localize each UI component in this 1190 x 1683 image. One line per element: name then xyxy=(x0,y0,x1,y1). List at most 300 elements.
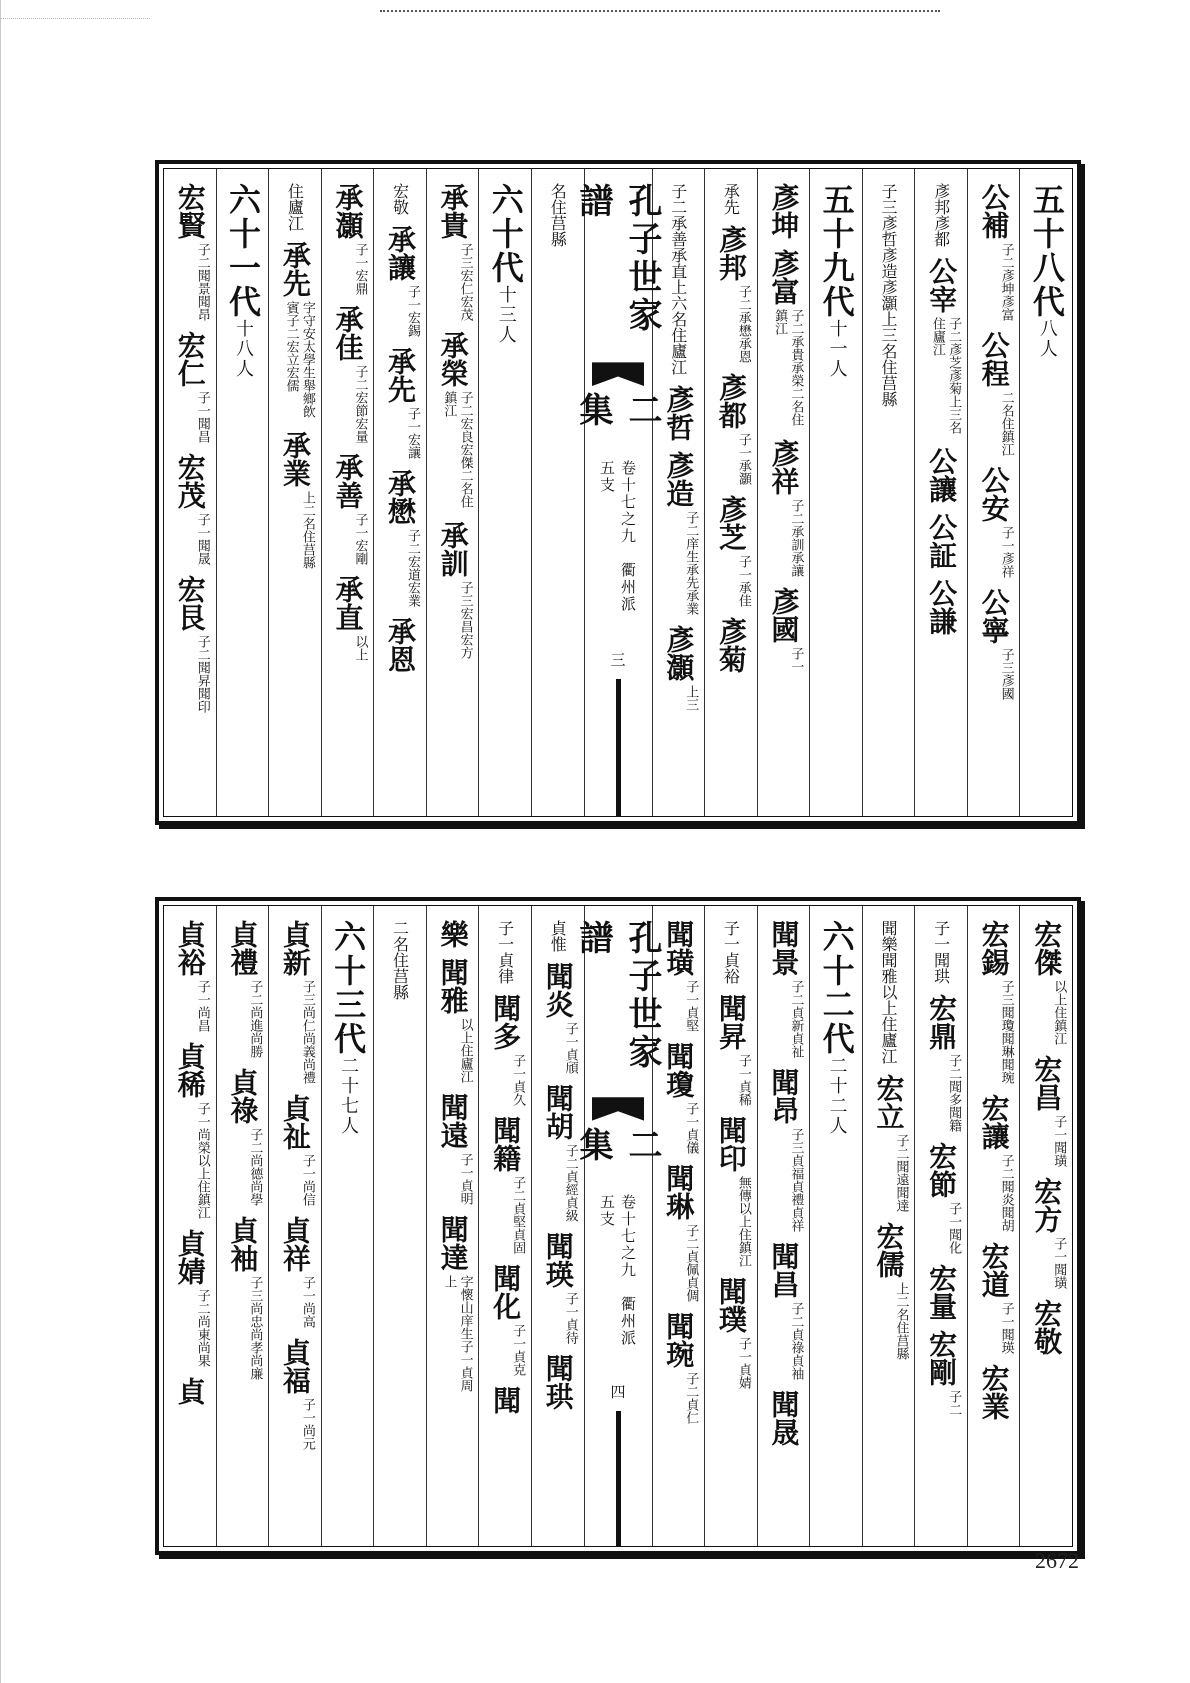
genealogy-entry xyxy=(485,1116,525,1254)
genealogy-entry xyxy=(921,579,961,635)
entries-column xyxy=(268,169,321,816)
person-name: 彥哲 xyxy=(662,385,696,441)
annotation: 子一貞頎 xyxy=(562,1022,578,1074)
annotation: 子一聞瑛 xyxy=(998,1302,1014,1354)
annotation: 子一貞裕 xyxy=(721,920,741,984)
person-name: 貞稀 xyxy=(173,1042,207,1098)
generation-column xyxy=(216,169,269,816)
bottom-page-columns xyxy=(163,905,1073,1547)
person-name: 聞昇 xyxy=(714,994,748,1050)
genealogy-entry xyxy=(433,958,473,1083)
genealogy-entry xyxy=(170,183,210,321)
annotation: 子二尚進尚勝 xyxy=(247,980,263,1058)
annotation: 子一尚高 xyxy=(299,1276,315,1328)
annotation: 子二 xyxy=(946,1390,962,1416)
person-name: 承懋 xyxy=(384,469,418,525)
annotation: 子三貞福貞禮貞祥 xyxy=(788,1128,804,1232)
genealogy-entry xyxy=(763,1068,803,1232)
genealogy-entry xyxy=(494,920,517,984)
annotation: 子一尚榮以上住鎮江 xyxy=(194,1102,210,1219)
entries-column xyxy=(373,169,426,816)
entries-column xyxy=(1019,906,1072,1546)
person-name: 聞達 xyxy=(436,1215,470,1271)
annotation: 二名住鎮江 xyxy=(998,391,1014,456)
book-spine xyxy=(573,169,662,816)
entries-column xyxy=(862,169,915,816)
annotation: 子二彥坤彥富 xyxy=(998,243,1014,321)
genealogy-entry xyxy=(170,1042,210,1219)
generation-title: 六十一代 xyxy=(223,183,262,319)
annotation: 子二聞昇聞印 xyxy=(194,635,210,713)
entries-column xyxy=(531,169,584,816)
annotation: 子一尚昌 xyxy=(194,980,210,1032)
person-name: 彥坤 xyxy=(767,183,801,239)
annotation: 子一貞明 xyxy=(457,1153,473,1205)
entries-column xyxy=(321,169,374,816)
annotation: 子一貞久 xyxy=(510,1054,526,1106)
annotation: 聞樂聞雅以上住廬江 xyxy=(879,920,899,1064)
person-name: 聞昂 xyxy=(767,1068,801,1124)
genealogy-entry xyxy=(974,588,1014,700)
annotation: 子二聞景聞昂 xyxy=(194,243,210,321)
person-name: 承讓 xyxy=(384,225,418,281)
spine-bar xyxy=(616,1411,621,1546)
genealogy-entry xyxy=(1026,1177,1066,1289)
genealogy-entry xyxy=(283,183,306,231)
chapter-info: 卷十七之九 衢州派 五支 xyxy=(598,1193,637,1364)
annotation: 子二貞堅貞固 xyxy=(510,1176,526,1254)
annotation: 子二貞佩貞倜 xyxy=(683,1224,699,1302)
generation-title: 六十代 xyxy=(486,183,525,285)
person-name: 承恩 xyxy=(384,617,418,673)
genealogy-entry xyxy=(222,1068,262,1206)
annotation: 字懷山庠生子一貞周上 xyxy=(441,1275,473,1392)
genealogy-entry xyxy=(380,225,420,337)
person-name: 聞化 xyxy=(489,1264,523,1320)
scan-left-edge xyxy=(0,0,1,1683)
annotation: 彥邦彥都 xyxy=(931,183,951,247)
person-name: 公証 xyxy=(925,513,959,569)
person-name: 彥祥 xyxy=(767,439,801,495)
annotation: 子二承貴承榮二名住鎮江 xyxy=(772,309,804,426)
annotation: 子一承灝 xyxy=(735,433,751,485)
genealogy-entry xyxy=(921,447,961,503)
person-name: 宏茂 xyxy=(173,453,207,509)
person-name: 公宰 xyxy=(925,257,959,313)
generation-column xyxy=(809,906,862,1546)
genealogy-entry xyxy=(921,1264,961,1320)
annotation: 子二宏良宏傑二名住鎮江 xyxy=(441,391,473,508)
person-name: 宏傑 xyxy=(1030,920,1064,976)
generation-title: 五十八代 xyxy=(1027,183,1066,319)
person-name: 聞景 xyxy=(767,920,801,976)
genealogy-entry xyxy=(538,1084,578,1222)
genealogy-entry xyxy=(930,183,953,247)
genealogy-entry xyxy=(327,575,367,661)
entries-column xyxy=(704,169,757,816)
genealogy-entry xyxy=(921,1330,961,1416)
genealogy-entry xyxy=(275,241,315,421)
annotation: 子一貞律 xyxy=(495,920,515,984)
entries-column xyxy=(216,906,269,1546)
person-name: 承訓 xyxy=(436,521,470,577)
annotation: 名住莒縣 xyxy=(548,183,568,247)
genealogy-entry xyxy=(921,257,961,437)
annotation: 子一宏剛 xyxy=(352,513,368,565)
person-name: 彥國 xyxy=(767,587,801,643)
genealogy-entry xyxy=(170,1377,210,1405)
annotation: 子二彥芝彥菊上三名住廬江 xyxy=(929,317,962,434)
person-name: 聞雅 xyxy=(436,958,470,1014)
annotation: 子二貞新貞祉 xyxy=(788,980,804,1058)
genealogy-entry xyxy=(327,305,367,443)
entries-column xyxy=(914,169,967,816)
genealogy-entry xyxy=(433,920,473,948)
genealogy-entry xyxy=(222,920,262,1058)
person-name: 貞祿 xyxy=(226,1068,260,1124)
person-name: 公謙 xyxy=(925,579,959,635)
genealogy-entry xyxy=(711,225,751,363)
annotation: 子一聞晟 xyxy=(194,513,210,565)
annotation: 子一貞待 xyxy=(562,1292,578,1344)
annotation: 子一尚信 xyxy=(299,1154,315,1206)
annotation: 子二承訓承讓 xyxy=(788,499,804,577)
person-name: 聞瓊 xyxy=(662,1042,696,1098)
person-name: 彥菊 xyxy=(714,617,748,673)
genealogy-entry xyxy=(546,920,569,952)
generation-count: 二十二人 xyxy=(826,1056,848,1136)
genealogy-entry xyxy=(275,1094,315,1206)
leaf-number: 三 xyxy=(608,652,627,670)
genealogy-entry xyxy=(719,183,742,215)
entries-column xyxy=(268,906,321,1546)
genealogy-entry xyxy=(658,625,698,711)
annotation: 子二貞仁 xyxy=(683,1372,699,1424)
annotation: 子三宏昌宏方 xyxy=(457,581,473,659)
genealogy-entry xyxy=(974,1242,1014,1354)
person-name: 承業 xyxy=(278,431,312,487)
genealogy-entry xyxy=(763,249,803,429)
annotation: 子二承善承直上六名住廬江 xyxy=(668,183,688,375)
person-name: 宏量 xyxy=(925,1264,959,1320)
genealogy-entry xyxy=(380,617,420,673)
annotation: 子一貞儀 xyxy=(683,1102,699,1154)
annotation: 子三尚仁尚義尚禮 xyxy=(299,980,315,1084)
scan-artifact-top xyxy=(380,10,940,20)
person-name: 聞瑛 xyxy=(541,1232,575,1288)
generation-column xyxy=(809,169,862,816)
annotation: 子一彥祥 xyxy=(998,526,1014,578)
book-title: 孔子世家譜 xyxy=(573,183,662,335)
annotation: 子一貞堅 xyxy=(683,980,699,1032)
person-name: 聞琳 xyxy=(662,1164,696,1220)
entries-column xyxy=(373,906,426,1546)
person-name: 聞胡 xyxy=(541,1084,575,1140)
annotation: 子二宏節宏量 xyxy=(352,365,368,443)
person-name: 貞祥 xyxy=(278,1216,312,1272)
annotation: 子一聞璜 xyxy=(1051,1115,1067,1167)
top-page-columns xyxy=(163,168,1073,817)
person-name: 宏業 xyxy=(977,1364,1011,1420)
genealogy-entry xyxy=(711,373,751,485)
person-name: 彥灝 xyxy=(662,625,696,681)
generation-count: 八人 xyxy=(1036,319,1058,359)
person-name: 承貴 xyxy=(436,183,470,239)
generation-heading xyxy=(817,183,856,379)
annotation: 子二聞遠聞達 xyxy=(893,1134,909,1212)
genealogy-entry xyxy=(877,183,900,407)
person-name: 宏仁 xyxy=(173,331,207,387)
annotation: 上三 xyxy=(683,685,699,711)
genealogy-entry xyxy=(433,183,473,321)
generation-heading xyxy=(225,183,260,379)
annotation: 子二貞祿貞袖 xyxy=(788,1302,804,1380)
book-spine xyxy=(573,906,662,1546)
annotation: 上二名住莒縣 xyxy=(299,491,315,569)
annotation: 子二尚德尚學 xyxy=(247,1128,263,1206)
annotation: 上二名住莒縣 xyxy=(893,1282,909,1360)
annotation: 以上住廬江 xyxy=(457,1018,473,1083)
genealogy-entry xyxy=(327,453,367,565)
entries-column xyxy=(757,169,810,816)
person-name: 公安 xyxy=(977,466,1011,522)
genealogy-entry xyxy=(433,1093,473,1205)
page-number: 2672 xyxy=(1035,1548,1079,1573)
genealogy-entry xyxy=(433,521,473,659)
scan-artifact-top-left xyxy=(0,18,150,19)
annotation: 子一貞稀 xyxy=(735,1054,751,1106)
spine-bar xyxy=(616,679,621,816)
genealogy-entry xyxy=(711,994,751,1106)
entries-column xyxy=(757,906,810,1546)
annotation: 子一 xyxy=(788,647,804,673)
ribbon-mark xyxy=(592,362,644,386)
genealogy-entry xyxy=(974,331,1014,456)
genealogy-entry xyxy=(546,183,569,247)
generation-column xyxy=(321,906,374,1546)
generation-title: 五十九代 xyxy=(817,183,856,319)
person-name: 彥芝 xyxy=(714,495,748,551)
generation-column xyxy=(1019,169,1072,816)
person-name: 彥富 xyxy=(767,249,801,305)
annotation: 貞惟 xyxy=(548,920,568,952)
genealogy-entry xyxy=(711,1116,751,1267)
generation-count: 十一人 xyxy=(826,319,848,379)
generation-heading xyxy=(817,920,856,1136)
annotation: 二名住莒縣 xyxy=(390,920,410,1000)
generation-title: 六十三代 xyxy=(329,920,368,1056)
person-name: 彥邦 xyxy=(714,225,748,281)
generation-heading xyxy=(329,920,368,1136)
genealogy-entry xyxy=(170,1229,210,1367)
genealogy-entry xyxy=(1026,920,1066,1045)
genealogy-entry xyxy=(869,1222,909,1360)
person-name: 聞印 xyxy=(714,1116,748,1172)
genealogy-entry xyxy=(1026,1055,1066,1167)
generation-count: 十八人 xyxy=(232,319,254,379)
genealogy-entry xyxy=(275,1338,315,1450)
genealogy-entry xyxy=(485,1386,525,1414)
generation-count: 十三人 xyxy=(495,285,517,345)
genealogy-entry xyxy=(667,183,690,375)
person-name: 貞福 xyxy=(278,1338,312,1394)
person-name: 貞裕 xyxy=(173,920,207,976)
genealogy-entry xyxy=(711,617,751,673)
genealogy-entry xyxy=(974,920,1014,1084)
generation-heading xyxy=(1029,183,1064,359)
annotation: 子三宏仁宏茂 xyxy=(457,243,473,321)
person-name: 宏敬 xyxy=(1030,1299,1064,1355)
person-name: 貞新 xyxy=(278,920,312,976)
generation-title: 六十二代 xyxy=(817,920,856,1056)
annotation: 以上住鎮江 xyxy=(1051,980,1067,1045)
person-name: 聞多 xyxy=(489,994,523,1050)
person-name: 宏方 xyxy=(1030,1177,1064,1233)
person-name: 聞晟 xyxy=(767,1390,801,1446)
genealogy-entry xyxy=(389,920,412,1000)
chapter-info: 卷十七之九 衢州派 五支 xyxy=(598,460,637,631)
entries-column xyxy=(914,906,967,1546)
person-name: 彥造 xyxy=(662,451,696,507)
leaf-number: 四 xyxy=(608,1383,627,1401)
genealogy-entry xyxy=(974,183,1014,321)
genealogy-entry xyxy=(974,1094,1014,1232)
annotation: 子一聞珙 xyxy=(931,920,951,984)
person-name: 宏剛 xyxy=(925,1330,959,1386)
person-name: 樂 xyxy=(436,920,470,948)
volume-label: 二集 xyxy=(573,1126,662,1161)
genealogy-entry xyxy=(170,920,210,1032)
genealogy-entry xyxy=(538,1354,578,1410)
top-page xyxy=(155,160,1081,825)
person-name: 宏讓 xyxy=(977,1094,1011,1150)
person-name: 貞祉 xyxy=(278,1094,312,1150)
person-name: 承灝 xyxy=(331,183,365,239)
genealogy-entry xyxy=(763,183,803,239)
person-name: 聞璜 xyxy=(662,920,696,976)
genealogy-entry xyxy=(170,453,210,565)
genealogy-entry xyxy=(930,920,953,984)
genealogy-entry xyxy=(877,920,900,1064)
annotation: 子三彥哲彥造彥灝上三名住莒縣 xyxy=(879,183,899,407)
genealogy-entry xyxy=(275,431,315,569)
entries-column xyxy=(426,906,479,1546)
genealogy-entry xyxy=(658,451,698,615)
person-name: 聞遠 xyxy=(436,1093,470,1149)
person-name: 公補 xyxy=(977,183,1011,239)
genealogy-entry xyxy=(921,513,961,569)
annotation: 子三尚忠尚孝尚廉 xyxy=(247,1276,263,1380)
person-name: 聞炎 xyxy=(541,962,575,1018)
entries-column xyxy=(164,906,216,1546)
person-name: 宏立 xyxy=(872,1074,906,1130)
genealogy-entry xyxy=(763,587,803,673)
person-name: 聞籍 xyxy=(489,1116,523,1172)
person-name: 貞袖 xyxy=(226,1216,260,1272)
genealogy-entry xyxy=(869,1074,909,1212)
genealogy-entry xyxy=(974,466,1014,578)
person-name: 公程 xyxy=(977,331,1011,387)
annotation: 子一貞克 xyxy=(510,1324,526,1376)
person-name: 承榮 xyxy=(436,331,470,387)
genealogy-entry xyxy=(658,1312,698,1424)
entries-column xyxy=(967,906,1020,1546)
annotation: 子二宏道宏業 xyxy=(405,529,421,607)
genealogy-entry xyxy=(275,920,315,1084)
annotation: 字守安太學生舉鄉飲賓子二宏立宏儒 xyxy=(283,301,315,418)
annotation: 子一宏錫 xyxy=(405,285,421,337)
bottom-page xyxy=(155,897,1081,1555)
entries-column xyxy=(478,906,531,1546)
genealogy-entry xyxy=(538,1232,578,1344)
genealogy-entry xyxy=(327,183,367,295)
person-name: 承先 xyxy=(278,241,312,297)
person-name: 宏道 xyxy=(977,1242,1011,1298)
genealogy-entry xyxy=(763,1242,803,1380)
annotation: 子二庠生承先承業 xyxy=(683,511,699,615)
annotation: 子二聞炎聞胡 xyxy=(998,1154,1014,1232)
annotation: 子一宏讓 xyxy=(405,407,421,459)
annotation: 子三聞瓊聞琳聞琬 xyxy=(998,980,1014,1084)
person-name: 貞禮 xyxy=(226,920,260,976)
genealogy-entry xyxy=(538,962,578,1074)
person-name: 承佳 xyxy=(331,305,365,361)
genealogy-entry xyxy=(433,1215,473,1395)
annotation: 子一貞婧 xyxy=(735,1337,751,1389)
annotation: 子一聞化 xyxy=(946,1202,962,1254)
genealogy-entry xyxy=(222,1216,262,1380)
annotation: 子二貞經貞級 xyxy=(562,1144,578,1222)
person-name: 承善 xyxy=(331,453,365,509)
annotation: 承先 xyxy=(721,183,741,215)
book-title: 孔子世家譜 xyxy=(573,920,662,1072)
genealogy-entry xyxy=(170,575,210,713)
genealogy-entry xyxy=(1026,1299,1066,1355)
genealogy-entry xyxy=(170,331,210,443)
person-name: 聞 xyxy=(489,1386,523,1414)
annotation: 住廬江 xyxy=(285,183,305,231)
genealogy-entry xyxy=(275,1216,315,1328)
entries-column xyxy=(862,906,915,1546)
person-name: 貞 xyxy=(173,1377,207,1405)
person-name: 宏賢 xyxy=(173,183,207,239)
entries-column xyxy=(704,906,757,1546)
annotation: 子一聞璜 xyxy=(1051,1237,1067,1289)
annotation: 子二聞多聞籍 xyxy=(946,1054,962,1132)
genealogy-entry xyxy=(921,1142,961,1254)
volume-label: 二集 xyxy=(573,392,662,427)
person-name: 公寧 xyxy=(977,588,1011,644)
entries-column xyxy=(426,169,479,816)
entries-column xyxy=(164,169,216,816)
genealogy-entry xyxy=(485,1264,525,1376)
annotation: 宏敬 xyxy=(390,183,410,215)
person-name: 宏錫 xyxy=(977,920,1011,976)
genealogy-entry xyxy=(711,495,751,607)
genealogy-entry xyxy=(921,994,961,1132)
generation-heading xyxy=(488,183,523,345)
genealogy-entry xyxy=(485,994,525,1106)
person-name: 宏昌 xyxy=(1030,1055,1064,1111)
generation-column xyxy=(478,169,531,816)
genealogy-entry xyxy=(974,1364,1014,1420)
entries-column xyxy=(531,906,584,1546)
person-name: 宏艮 xyxy=(173,575,207,631)
person-name: 公讓 xyxy=(925,447,959,503)
person-name: 彥都 xyxy=(714,373,748,429)
person-name: 宏鼎 xyxy=(925,994,959,1050)
person-name: 貞婧 xyxy=(173,1229,207,1285)
